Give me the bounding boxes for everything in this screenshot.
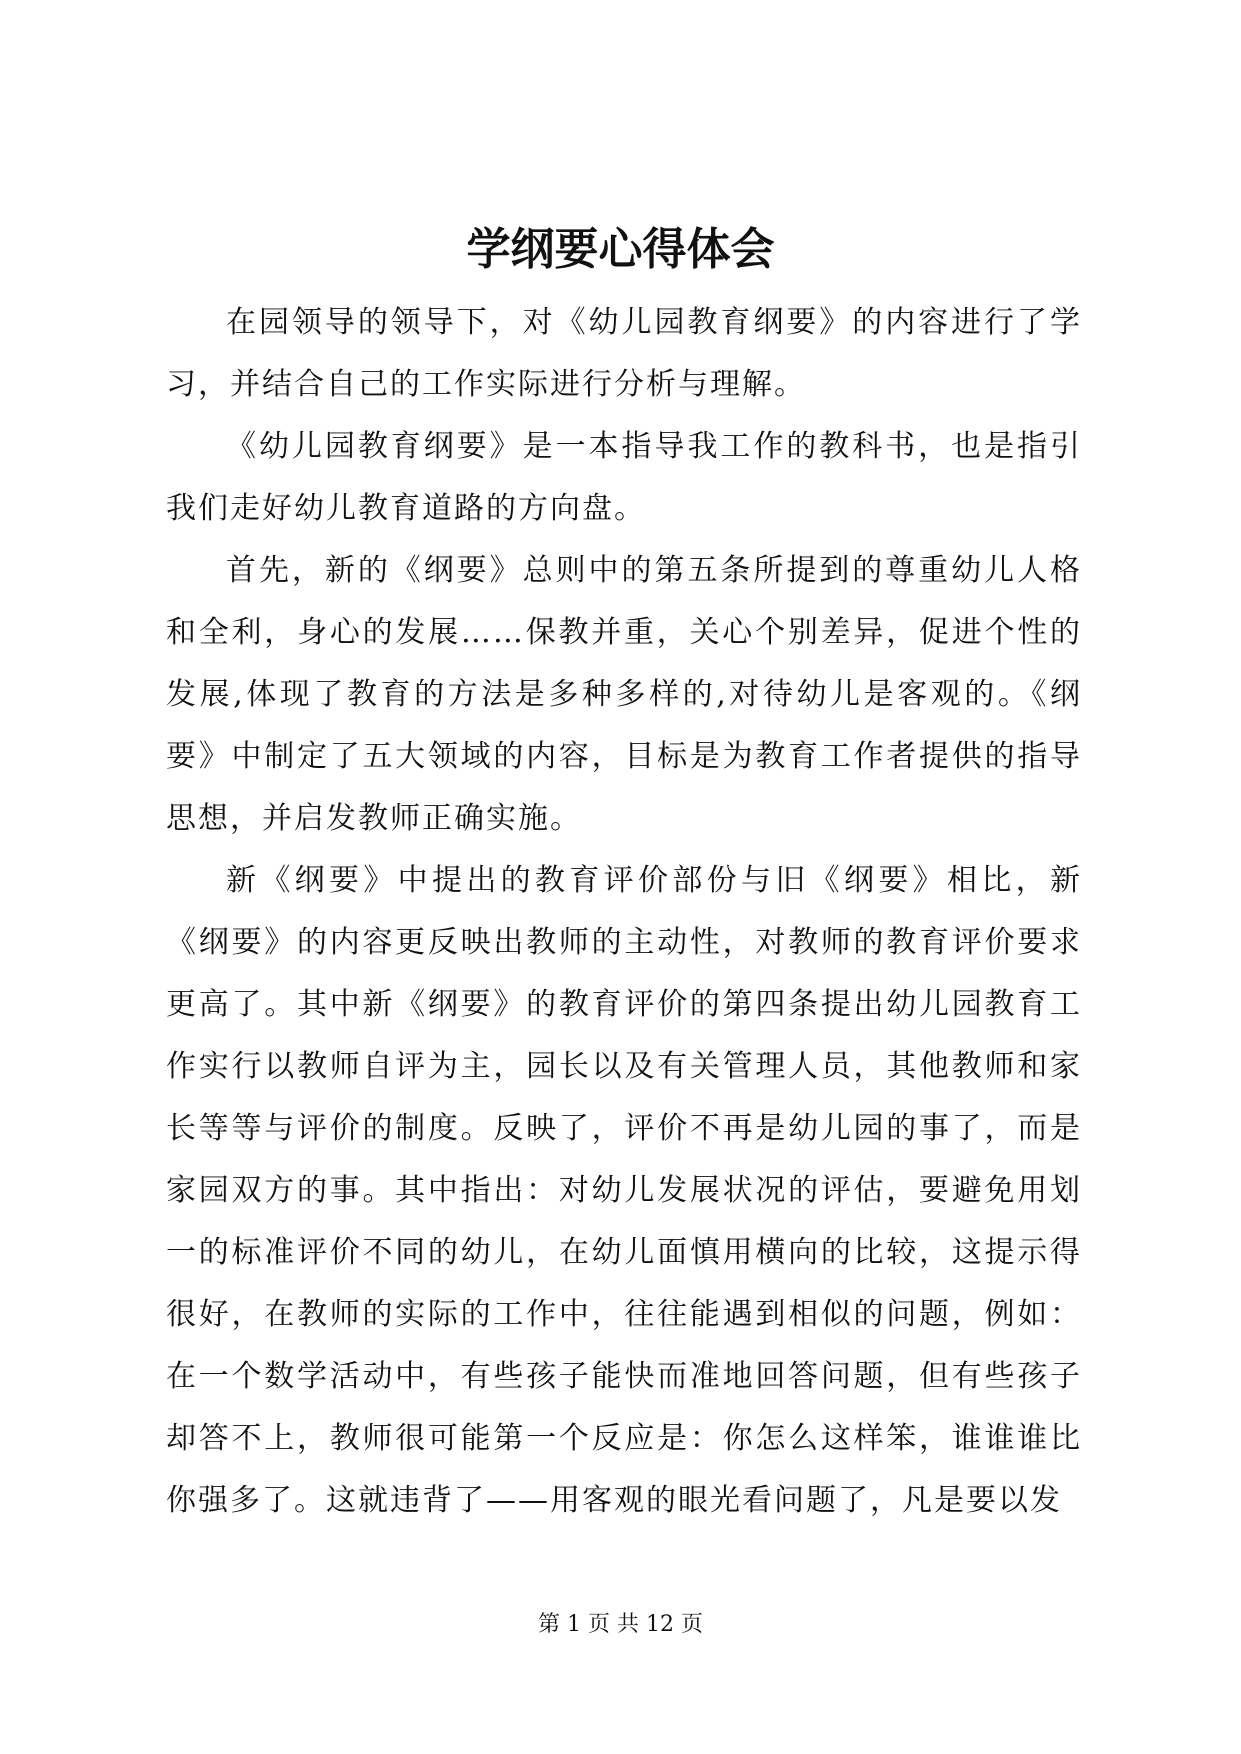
paragraph: 新《纲要》中提出的教育评价部份与旧《纲要》相比，新《纲要》的内容更反映出教师的主动性，对教师的教育评价要求更高了。其中新《纲要》的教育评价的第四条提出幼儿园教育工作实行以教师自评为主，园长以及有关管理人员，其他教师和家长等等与评价的制度。反映了，评价不再是幼儿园的事了，而是家园双方的事。其中指出：对幼儿发展状况的评估，要避免用划一的标准评价不同的幼儿，在幼儿面慎用横向的比较，这提示得很好，在教师的实际的工作中，往往能遇到相似的问题，例如：在一个数学活动中，有些孩子能快而准地回答问题，但有些孩子却答不上，教师很可能第一个反应是：你怎么这样笨，谁谁谁比你强多了。这就违背了——用客观的眼光看问题了，凡是要以发 [166,863,1082,1518]
page-footer [0,1610,1241,1640]
paragraph: 《幼儿园教育纲要》是一本指导我工作的教科书，也是指引我们走好幼儿教育道路的方向盘。 [166,429,1082,526]
page-indicator: 第 1 页 共 12 页 [538,1612,703,1637]
document-body [166,292,1082,1532]
document-title: 学纲要心得体会 [466,224,775,275]
paragraph: 在园领导的领导下，对《幼儿园教育纲要》的内容进行了学习，并结合自己的工作实际进行分析与理解。 [166,305,1082,402]
paragraph: 首先，新的《纲要》总则中的第五条所提到的尊重幼儿人格和全利，身心的发展……保教并重，关心个别差异，促进个性的发展,体现了教育的方法是多种多样的,对待幼儿是客观的。《纲要》中制定了五大领域的内容，目标是为教育工作者提供的指导思想，并启发教师正确实施。 [166,553,1082,836]
